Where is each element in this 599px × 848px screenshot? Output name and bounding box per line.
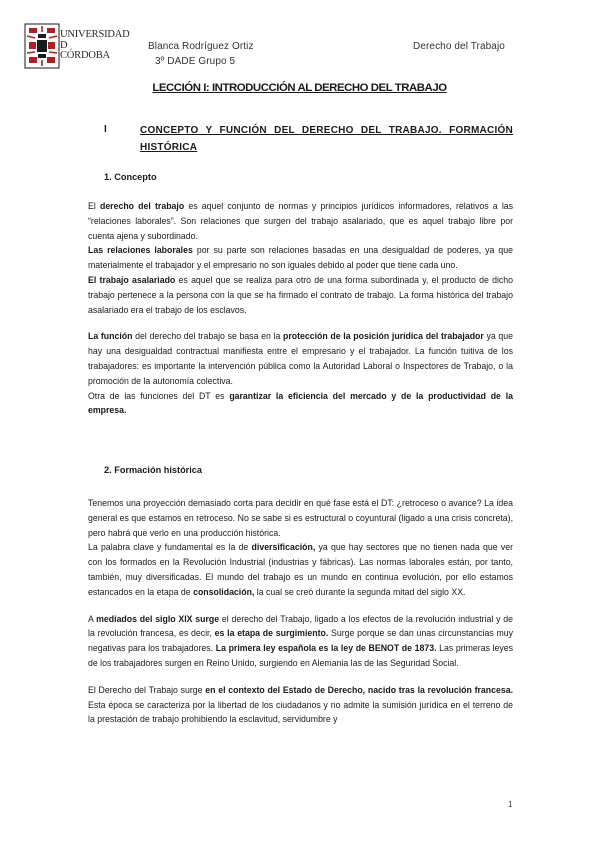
text-run: Surge porque se dan unas circunstancias muy negativas para los trabajadores. bbox=[88, 628, 513, 654]
paragraph bbox=[88, 496, 513, 540]
bold-text: Las relaciones laborales bbox=[88, 245, 193, 256]
text-run: Tenemos una proyección demasiado corta para decidir en qué fase está el DT: ¿retroceso o avance? La idea general es que estamos en retroceso. No se sabe si es estructural o coyuntural (ligado a una crisis concreta), pero habrá que verlo en una producción histórica. bbox=[88, 498, 513, 538]
logo-line: UNIVERSIDAD bbox=[60, 29, 130, 40]
bold-text: La función bbox=[88, 331, 133, 342]
logo-line: D bbox=[60, 39, 68, 51]
formacion-body bbox=[88, 496, 513, 727]
header-author: Blanca Rodríguez Ortiz bbox=[148, 41, 254, 52]
text-run: es aquel conjunto de normas y principios jurídicos informadores, relativos a las “relaciones laborales”. Son relaciones que surgen del trabajo asalariado, que es aquel trabajo libre por cuenta ajena y subordinado. bbox=[88, 201, 513, 241]
paragraph bbox=[88, 273, 513, 317]
bold-text: derecho del trabajo bbox=[99, 201, 185, 211]
text-run: del derecho del trabajo se basa en la bbox=[132, 331, 284, 342]
bold-text: es la etapa de surgimiento. bbox=[214, 628, 329, 639]
paragraph bbox=[88, 612, 513, 671]
text-run: El Derecho del Trabajo surge bbox=[88, 684, 206, 695]
page-number: 1 bbox=[508, 800, 513, 809]
bold-text: en el contexto del Estado de Derecho, nacido tras la revolución francesa. bbox=[205, 684, 514, 695]
paragraph bbox=[88, 389, 513, 419]
bold-text: consolidación, bbox=[193, 586, 255, 597]
paragraph bbox=[88, 683, 513, 727]
text-run: es aquel que se realiza para otro de una forma subordinada y, el producto de dicho trabajo pertenece a la persona con la que se ha firmado el contrato de trabajo. La forma histórica del trabajo asalariado era el trabajo de los esclavos. bbox=[88, 274, 513, 315]
text-run: Otra de las funciones del DT es bbox=[88, 390, 230, 401]
logo-line: CÓRDOBA bbox=[60, 50, 110, 61]
paragraph bbox=[88, 329, 513, 388]
text-run: ya que hay una desigualdad contractual manifiesta entre el empresario y el trabajador. La función tuitiva de los trabajadores: es importante la intervención pública como la Autoridad Laboral o Inspectores de Trabajo, o la promoción de la autonomía colectiva. bbox=[88, 331, 513, 386]
bold-text: protección de la posición jurídica del trabajador bbox=[283, 331, 484, 342]
section-title: CONCEPTO Y FUNCIÓN DEL DERECHO DEL TRABAJO. FORMACIÓN HISTÓRICA bbox=[140, 125, 513, 153]
text-run: por su parte son relaciones basadas en una desigualdad de poderes, ya que materialmente el trabajador y el empresario no son iguales debido al poder que tiene cada uno. bbox=[88, 245, 513, 271]
page-title: LECCIÓN I: INTRODUCCIÓN AL DERECHO DEL TRABAJO bbox=[152, 82, 447, 94]
text-run: la cual se creó durante la segunda mitad del siglo XX. bbox=[254, 586, 466, 597]
bold-text: El trabajo asalariado bbox=[88, 274, 176, 285]
subsection-heading-formacion: 2. Formación histórica bbox=[104, 465, 203, 475]
section-number: I bbox=[104, 124, 107, 135]
concepto-body bbox=[88, 199, 513, 418]
subsection-heading-concepto: 1. Concepto bbox=[104, 172, 157, 182]
logo-wordmark bbox=[60, 30, 130, 62]
bold-text: La primera ley española es la ley de BENOT de 1873. bbox=[215, 643, 437, 654]
text-run: ya que hay sectores que no tienen nada que ver con los formados en la Revolución Industrial (industrias y fábricas). Las normas laborales están, por tanto, también, muy diversificadas. El mundo del trabajo es un mundo en continua evolución, por ello estamos estancados en la etapa de bbox=[88, 542, 514, 597]
header-group: 3º DADE Grupo 5 bbox=[155, 56, 236, 67]
paragraph bbox=[88, 243, 513, 273]
header-subject: Derecho del Trabajo bbox=[413, 41, 505, 52]
bold-text: mediados del siglo XIX surge bbox=[96, 613, 220, 624]
text-run: Las primeras leyes de los trabajadores surgen en Reino Unido, surgiendo en Alemania las de las Seguridad Social. bbox=[88, 643, 513, 668]
text-run: Esta época se caracteriza por la libertad de los ciudadanos y no admite la sumisión jurídica en el terreno de la prestación de trabajo prohibiendo la esclavitud, servidumbre y bbox=[88, 699, 513, 725]
text-run: el derecho del Trabajo, ligado a los efectos de la revolución industrial y de la revolución francesa, es decir, bbox=[88, 613, 513, 639]
text-run: A bbox=[88, 613, 97, 624]
paragraph bbox=[88, 199, 513, 243]
paragraph bbox=[88, 540, 513, 599]
bold-text: diversificación, bbox=[251, 542, 316, 553]
text-run: La palabra clave y fundamental es la de bbox=[88, 542, 252, 553]
text-run: El bbox=[88, 201, 100, 211]
bold-text: garantizar la eficiencia del mercado y de la productividad de la empresa. bbox=[88, 390, 513, 416]
